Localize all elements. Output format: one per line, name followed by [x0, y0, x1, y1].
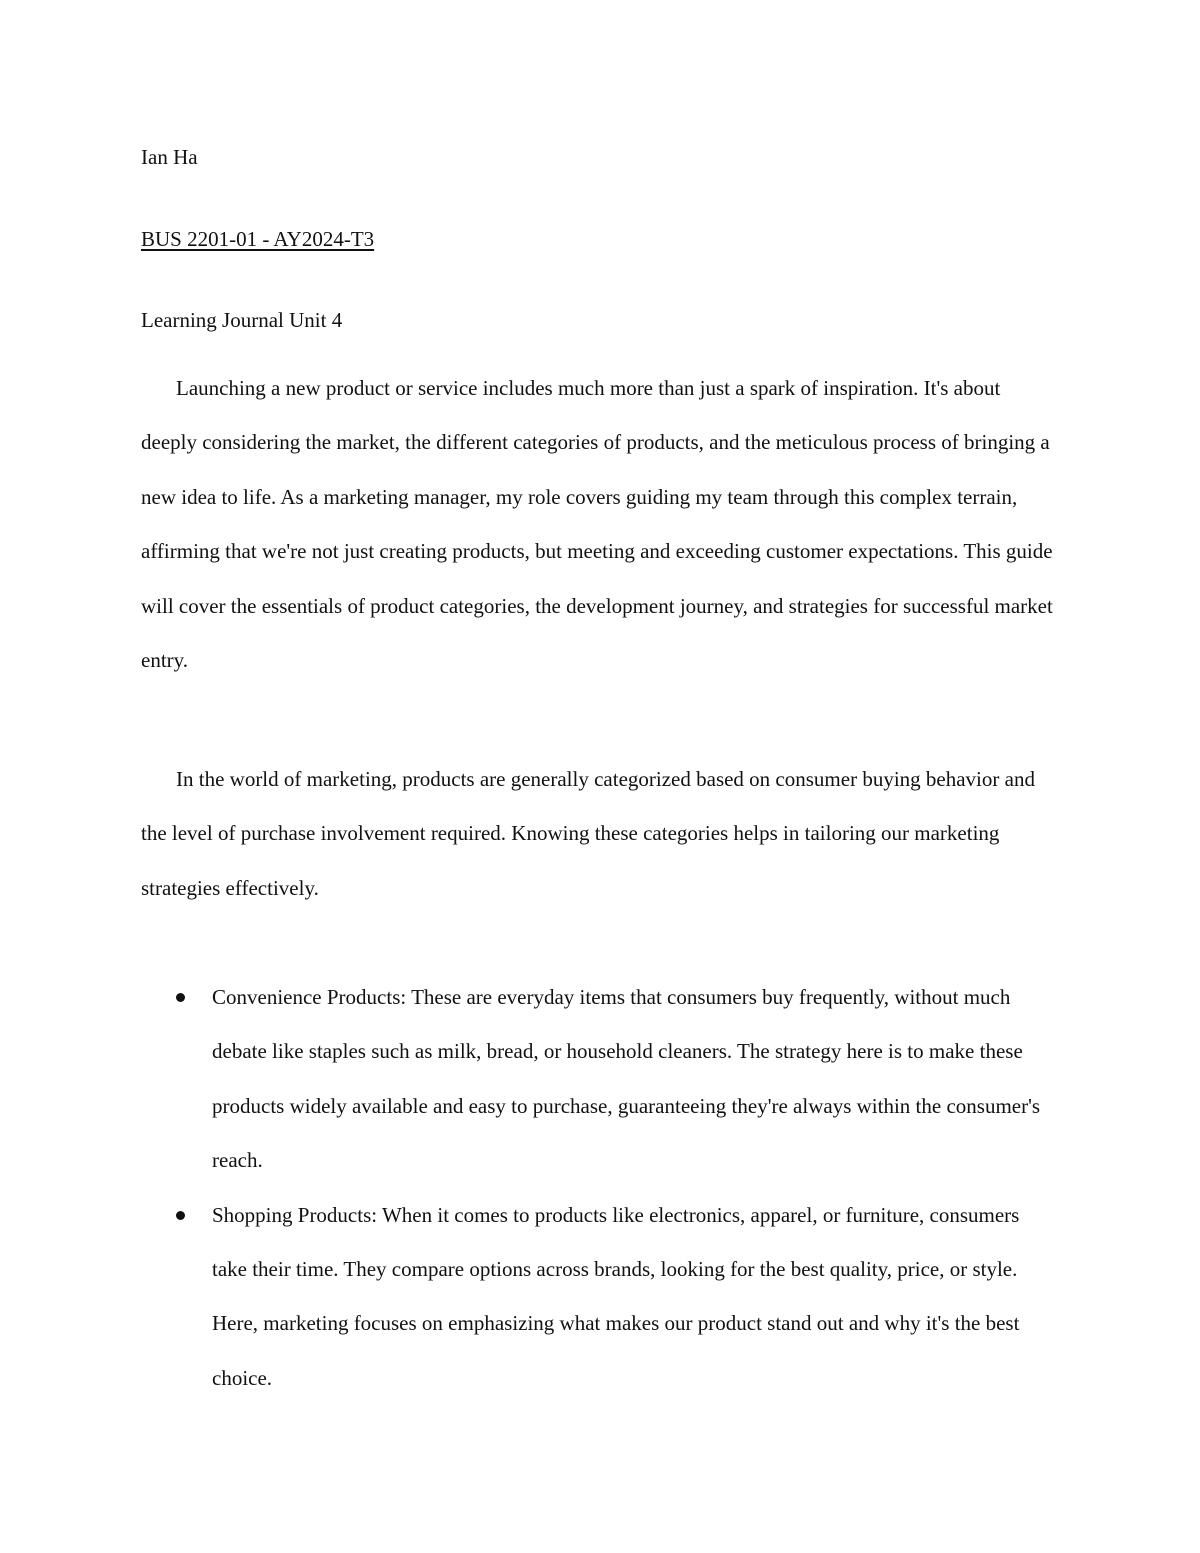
list-item	[141, 970, 1053, 1188]
list-item	[141, 1188, 1053, 1406]
bullet-icon	[176, 993, 185, 1002]
bullet-icon	[176, 1211, 185, 1220]
author-name: Ian Ha	[141, 145, 198, 169]
assignment-title: Learning Journal Unit 4	[141, 308, 343, 332]
product-category-list	[141, 970, 1053, 1405]
convenience-products-text: Convenience Products: These are everyday items that consumers buy frequently, without much debate like staples such as milk, bread, or household cleaners. The strategy here is to make these products widely available and easy to purchase, guaranteeing they're always within the consumer's reach.	[212, 985, 1041, 1173]
intro-paragraph: Launching a new product or service includes much more than just a spark of inspiration. It's about deeply considering the market, the different categories of products, and the meticulous process of bringing a new idea to life. As a marketing manager, my role covers guiding my team through this complex terrain, affirming that we're not just creating products, but meeting and exceeding customer expectations. This guide will cover the essentials of product categories, the development journey, and strategies for successful market entry.	[141, 376, 1053, 673]
shopping-products-text: Shopping Products: When it comes to products like electronics, apparel, or furniture, consumers take their time. They compare options across brands, looking for the best quality, price, or style. Here, marketing focuses on emphasizing what makes our product stand out and why it's the best choice.	[212, 1202, 1020, 1390]
categories-paragraph: In the world of marketing, products are generally categorized based on consumer buying behavior and the level of purchase involvement required. Knowing these categories helps in tailoring our marketing strategies effectively.	[141, 767, 1035, 900]
course-code-link[interactable]: BUS 2201-01 - AY2024-T3	[141, 227, 375, 251]
